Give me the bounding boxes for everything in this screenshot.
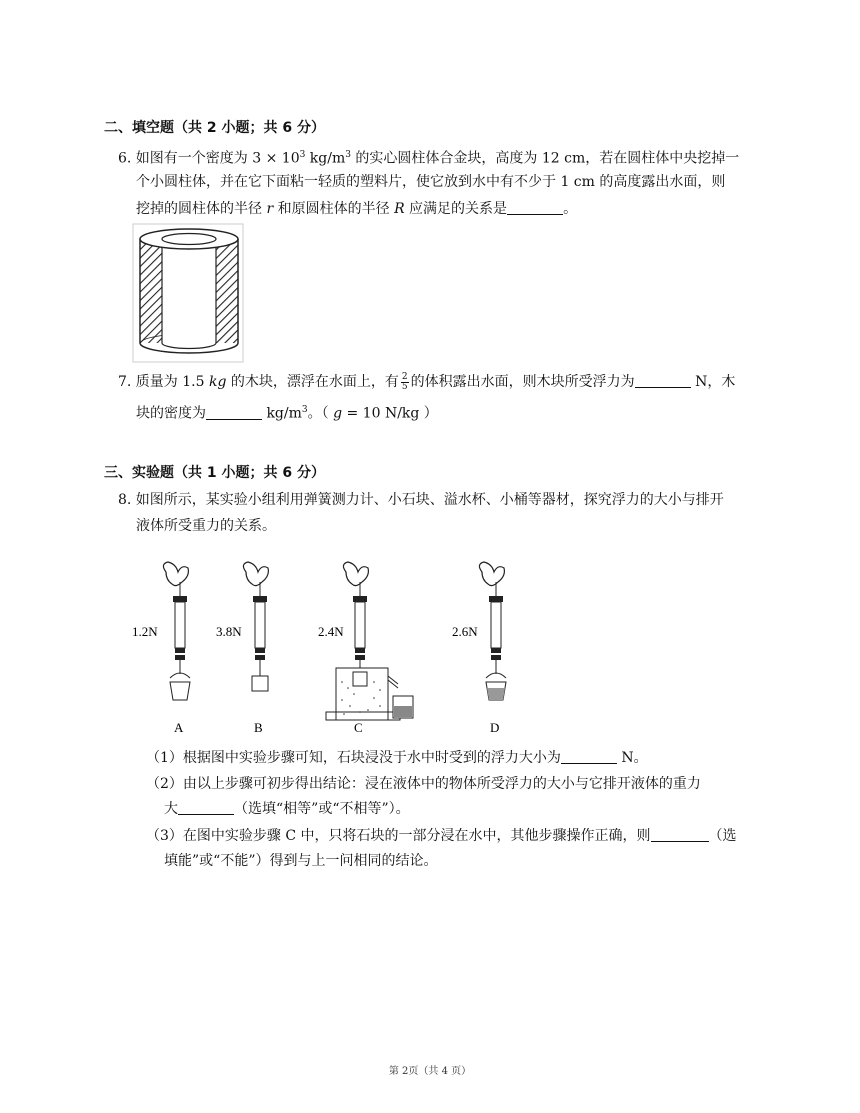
reading-d: 2.6N <box>452 624 478 639</box>
q6-line-2: 个小圆柱体，并在它下面粘一轻质的塑料片，使它放到水中有不少于 1 cm 的高度露出水面，则 <box>136 174 726 190</box>
reading-c: 2.4N <box>318 624 344 639</box>
q8-subquestion-2-line-1: （2）由以上步骤可初步得出结论：浸在液体中的物体所受浮力的大小与它排开液体的重力 <box>146 776 701 792</box>
q8-subquestion-3-line-2: 填能”或“不能”）得到与上一问相同的结论。 <box>164 853 438 869</box>
answer-blank[interactable] <box>635 373 691 388</box>
setup-a <box>132 562 190 735</box>
setup-b <box>216 562 268 735</box>
reading-b: 3.8N <box>216 624 242 639</box>
label-d: D <box>490 720 500 735</box>
answer-blank[interactable] <box>651 827 709 842</box>
answer-blank[interactable] <box>561 749 617 764</box>
q8-subquestion-3-line-1: （3）在图中实验步骤 C 中，只将石块的一部分浸在水中，其他步骤操作正确，则 （选 <box>146 828 737 844</box>
experiment-figure <box>128 560 528 740</box>
q8-line-2: 液体所受重力的关系。 <box>136 518 276 534</box>
answer-blank[interactable] <box>178 800 234 815</box>
reading-a: 1.2N <box>132 624 158 639</box>
q7-line-2: 块的密度为 $kg/m^3$。（ g = 10 N/kg ） <box>136 405 438 422</box>
answer-blank[interactable] <box>507 200 563 215</box>
q6-line-3: 挖掉的圆柱体的半径 r 和原圆柱体的半径 R 应满足的关系是 。 <box>136 201 578 217</box>
q6-line-1: 6. 如图有一个密度为 $3 \times 10^3$ $kg/m^3$ 的实心圆柱体合金块，高度为 12 cm，若在圆柱体中央挖掉一 <box>118 150 740 167</box>
section-heading-experiment: 三、实验题（共 1 小题；共 6 分） <box>104 465 325 481</box>
q8-subquestion-2-line-2: 大 （选填“相等”或“不相等”）。 <box>164 801 410 817</box>
hollow-cylinder-figure <box>132 223 244 363</box>
label-a: A <box>174 720 184 735</box>
q8-line-1: 8. 如图所示，某实验小组利用弹簧测力计、小石块、溢水杯、小桶等器材，探究浮力的大小与排开 <box>118 492 724 508</box>
page-footer: 第 2页（共 4 页） <box>388 1066 472 1077</box>
setup-c <box>318 562 413 735</box>
label-b: B <box>254 720 263 735</box>
section-heading-fill-blank: 二、填空题（共 2 小题；共 6 分） <box>104 120 325 136</box>
label-c: C <box>354 720 363 735</box>
fraction-two-fifths: $\frac{2}{5}$ <box>401 371 408 392</box>
q7-line-1: 7. 质量为 1.5 kg 的木块，漂浮在水面上，有 $\frac{2}{5}$ 的体积露出水面，则木块所受浮力为 N，木 <box>118 371 736 392</box>
setup-d <box>452 562 506 735</box>
answer-blank[interactable] <box>206 405 262 420</box>
q8-subquestion-1: （1）根据图中实验步骤可知，石块浸没于水中时受到的浮力大小为 N。 <box>146 750 648 766</box>
